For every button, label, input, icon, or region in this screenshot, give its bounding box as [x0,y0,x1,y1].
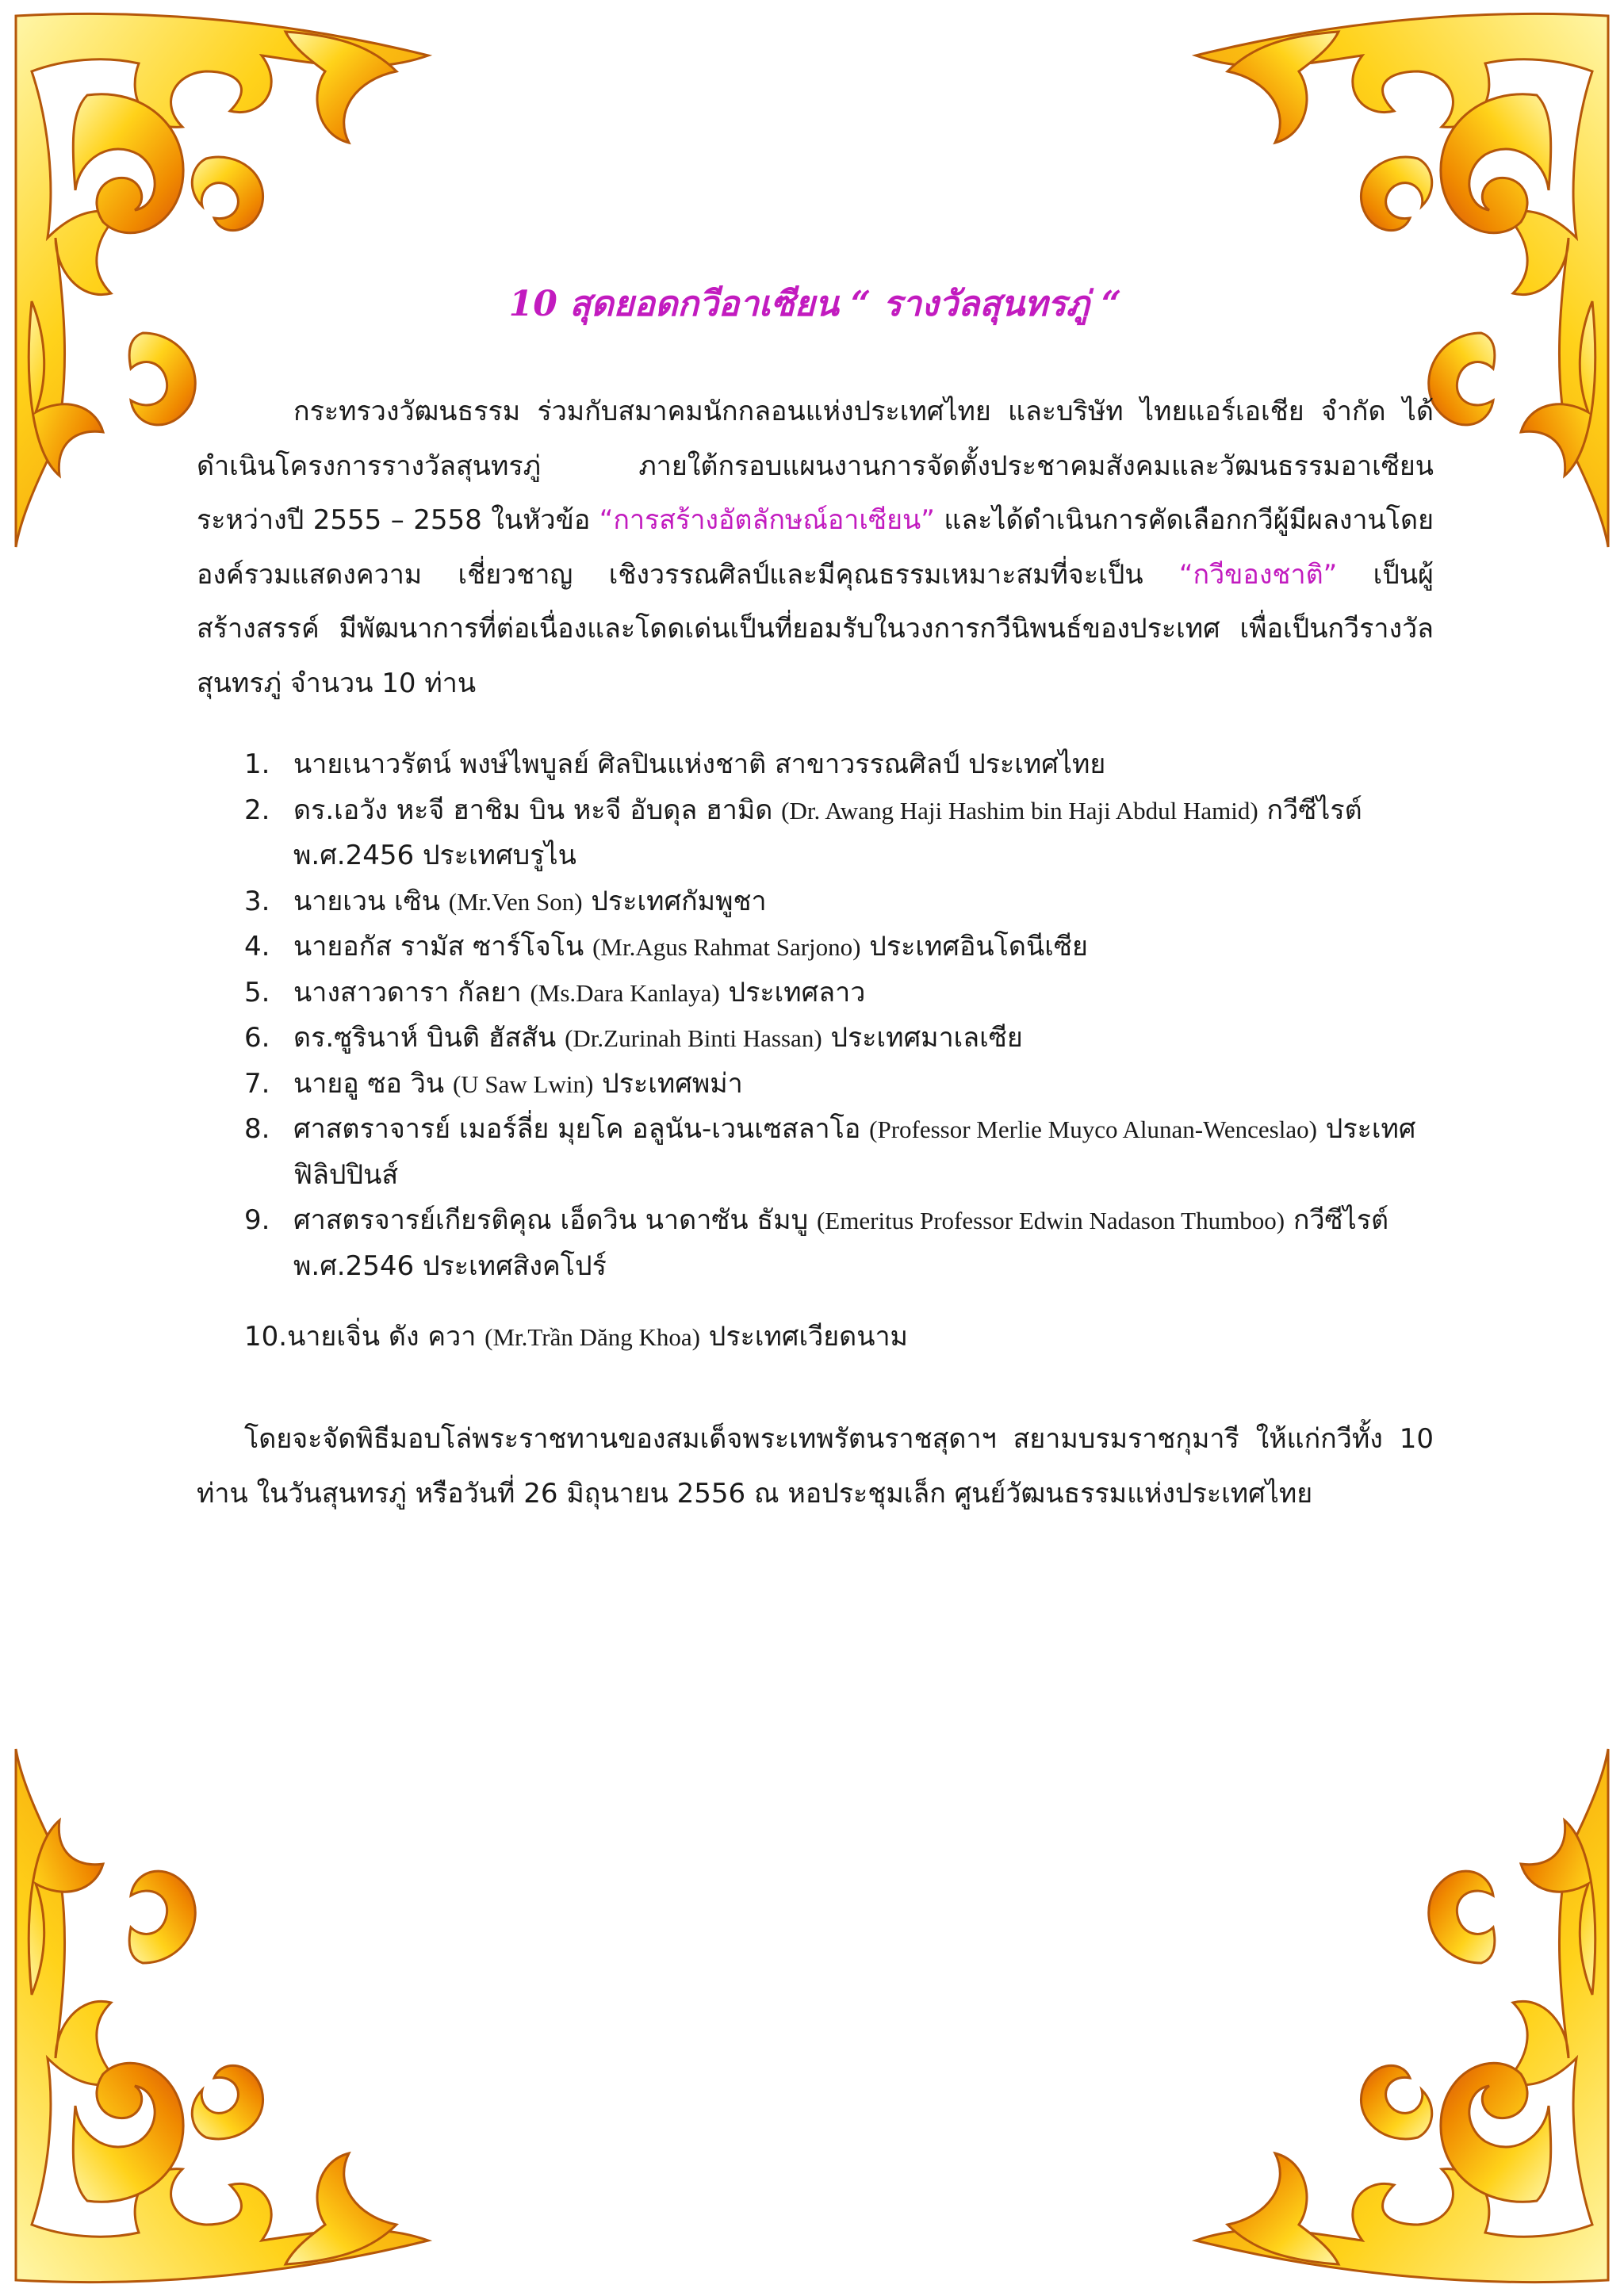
poet-thai-name: นายอู ซอ วิน [293,1067,453,1100]
poet-detail: ประเทศฟิลิปปินส์ [293,1113,1416,1191]
poet-thai-name: นางสาวดารา กัลยา [293,976,530,1008]
poet-latin-name: (Ms.Dara Kanlaya) [530,978,720,1007]
item-text [293,1016,1434,1062]
closing-paragraph: โดยจะจัดพิธีมอบโล่พระราชทานของสมเด็จพระเทพรัตนราชสุดาฯ สยามบรมราชกุมารี ให้แก่กวีทั้ง 10 ท่าน ในวันสุนทรภู่ หรือวันที่ 26 มิถุนายน 2556 ณ หอประชุมเล็ก ศูนย์วัฒนธรรมแห่งประเทศไทย [197,1423,1434,1510]
list-item [244,970,1434,1016]
list-item [244,879,1434,925]
poet-list [244,742,1434,1360]
poet-detail: กวีซีไรต์ พ.ศ.2456 ประเทศบรูไน [293,794,1362,871]
poet-latin-name: (Professor Merlie Muyco Alunan-Wenceslao) [869,1115,1317,1143]
poet-detail: ประเทศพม่า [593,1067,743,1100]
intro-highlight-asean-identity: “การสร้างอัตลักษณ์อาเซียน” [599,504,935,536]
poet-detail: ประเทศอินโดนีเซีย [860,931,1088,962]
item-number: 6. [244,1022,270,1054]
poet-thai-name: นายเจิ่น ดัง ควา [287,1321,485,1353]
poet-latin-name: (Dr.Zurinah Binti Hassan) [565,1024,822,1052]
corner-ornament-bottom-left [0,1741,476,2296]
poet-detail: ประเทศลาว [719,976,866,1008]
intro-text-3: เป็นผู้สร้างสรรค์ มีพัฒนาการที่ต่อเนื่องและโดดเด่นเป็นที่ยอมรับในวงการกวีนิพนธ์ของประเทศ เพื่อเป็นกวีรางวัลสุนทรภู่ จำนวน 10 ท่าน [197,558,1434,699]
item-text [293,1198,1434,1289]
poet-latin-name: (Mr.Agus Rahmat Sarjono) [592,933,861,961]
item-number: 10. [244,1321,288,1353]
list-item [244,1016,1434,1062]
item-text [293,924,1434,970]
poet-thai-name: นายเวน เซิน [293,885,449,917]
item-number: 4. [244,931,270,962]
intro-paragraph [197,385,1434,710]
poet-thai-name: ศาสตราจารย์ เมอร์ลี่ย มุยโค อลูนัน-เวนเซสลาโอ [293,1113,870,1145]
intro-text-1: กระทรวงวัฒนธรรม ร่วมกับสมาคมนักกลอนแห่งประเทศไทย และบริษัท ไทยแอร์เอเชีย จำกัด ได้ดำเนินโครงการรางวัลสุนทรภู่ ภายใต้กรอบแผนงานการจัดตั้งประชาคมสังคมและวัฒนธรรมอาเซียน ระหว่างปี 2555 – 2558 ในหัวข้อ [197,396,1434,536]
item-number: 8. [244,1113,270,1145]
poet-thai-name: ดร.เอวัง หะจี ฮาชิม บิน หะจี อับดุล ฮามิด [293,794,782,826]
item-number: 3. [244,885,270,917]
item-text [287,1314,1434,1360]
poet-thai-name: ศาสตรจารย์เกียรติคุณ เอ็ดวิน นาดาซัน ธัมบู [293,1204,817,1236]
poet-detail: ประเทศกัมพูชา [582,885,767,917]
poet-latin-name: (U Saw Lwin) [452,1070,594,1098]
list-item [244,1107,1434,1198]
poet-thai-name: ดร.ซูรินาห์ บินติ ฮัสสัน [293,1022,565,1054]
poet-latin-name: (Dr. Awang Haji Hashim bin Haji Abdul Hamid) [781,796,1258,825]
item-text [293,788,1434,879]
item-text [293,742,1434,788]
item-text [293,1107,1434,1198]
list-item [244,742,1434,788]
item-number: 1. [244,748,270,780]
item-number: 9. [244,1204,270,1236]
item-text [293,1062,1434,1108]
corner-ornament-bottom-right [1148,1741,1624,2296]
item-number: 2. [244,794,270,826]
page-title: 10 สุดยอดกวีอาเซียน “ รางวัลสุนทรภู่ “ [508,284,1122,324]
poet-thai-name: นายเนาวรัตน์ พงษ์ไพบูลย์ ศิลปินแห่งชาติ สาขาวรรณศิลป์ ประเทศไทย [293,748,1106,780]
intro-highlight-national-poet: “กวีของชาติ” [1178,558,1338,591]
item-text [293,879,1434,925]
poet-detail: ประเทศเวียดนาม [699,1321,908,1353]
list-item [244,1314,1434,1360]
list-item [244,924,1434,970]
poet-latin-name: (Emeritus Professor Edwin Nadason Thumboo) [816,1207,1285,1234]
poet-detail: ประเทศมาเลเซีย [822,1022,1023,1054]
poet-latin-name: (Mr.Ven Son) [448,887,583,916]
item-number: 5. [244,976,270,1008]
poet-thai-name: นายอกัส รามัส ซาร์โจโน [293,931,593,962]
item-number: 7. [244,1067,270,1100]
list-item [244,1062,1434,1108]
intro-text-2: และได้ดำเนินการคัดเลือกกวีผู้มีผลงานโดยองค์รวมแสดงความ เชี่ยวชาญ เชิงวรรณศิลป์และมีคุณธรรมเหมาะสมที่จะเป็น [197,504,1434,591]
list-item [244,788,1434,879]
poet-detail: กวีซีไรต์ พ.ศ.2546 ประเทศสิงคโปร์ [293,1204,1389,1282]
item-text [293,970,1434,1016]
poet-latin-name: (Mr.Trần Dăng Khoa) [485,1323,700,1351]
list-item [244,1198,1434,1289]
